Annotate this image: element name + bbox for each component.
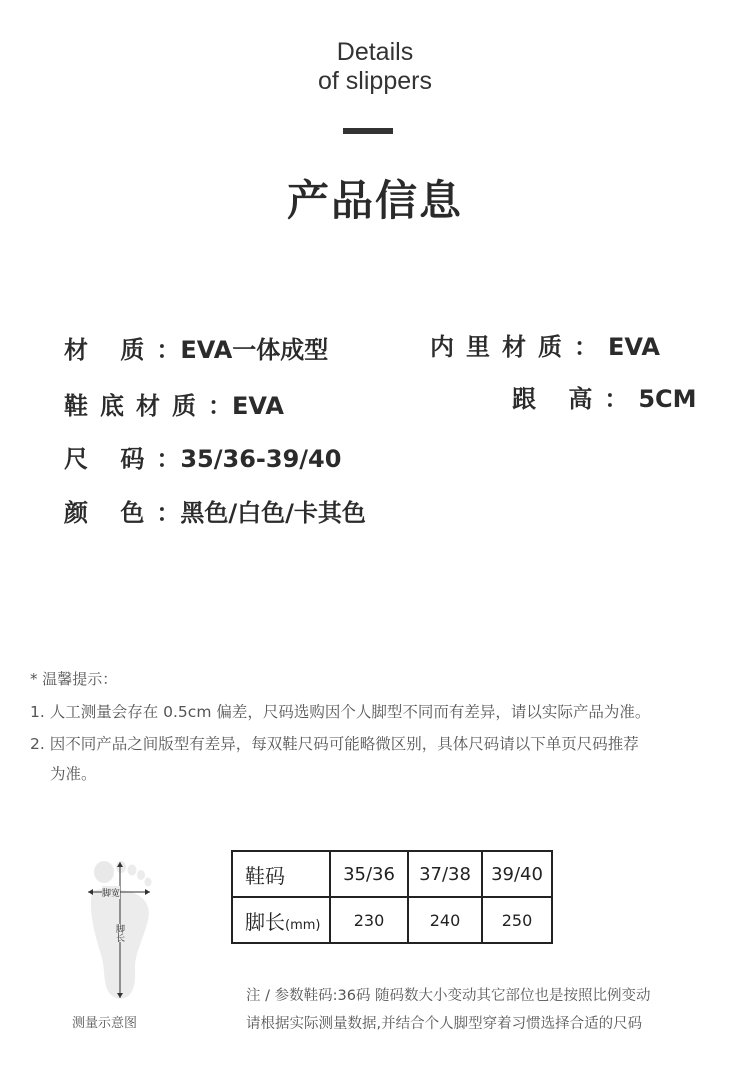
spec-separator: ： xyxy=(604,385,629,413)
english-title-line2: of slippers xyxy=(318,67,432,95)
spec-size-value: 35/36-39/40 xyxy=(180,445,342,473)
foot-length-label: 脚长 xyxy=(114,924,124,942)
tips-heading: * 温馨提示： xyxy=(30,670,118,688)
spec-material-label: 材 质 xyxy=(64,336,157,364)
spec-size-label: 尺 码 xyxy=(64,445,157,473)
spec-material xyxy=(64,330,328,365)
page-title: 产品信息 xyxy=(286,176,463,225)
tip-2: 2. 因不同产品之间版型有差异，每双鞋尺码可能略微区别，具体尺码请以下单页尺码推荐 xyxy=(30,735,639,753)
english-title xyxy=(0,38,750,96)
spec-color xyxy=(64,493,366,528)
spec-color-value: 黑色/白色/卡其色 xyxy=(180,499,366,527)
spec-lining-label: 内里材质 xyxy=(430,333,574,361)
spec-color-label: 颜 色 xyxy=(64,499,157,527)
table-row xyxy=(232,851,552,897)
note-line-2: 请根据实际测量数据,并结合个人脚型穿着习惯选择合适的尺码 xyxy=(246,1016,643,1032)
spec-lining-value: EVA xyxy=(608,333,660,361)
spec-sole xyxy=(64,386,284,421)
spec-separator: ： xyxy=(208,392,232,420)
spec-heel-value: 5CM xyxy=(638,385,697,413)
title-divider xyxy=(343,128,393,134)
note-line-1: 注 / 参数鞋码:36码 随码数大小变动其它部位也是按照比例变动 xyxy=(246,988,651,1004)
length-row-header xyxy=(232,897,330,943)
english-title-line1: Details xyxy=(336,38,414,66)
spec-lining xyxy=(430,327,660,362)
foot-measurement-figure xyxy=(80,858,160,1003)
foot-width-label: 脚宽 xyxy=(102,886,120,899)
length-cell: 230 xyxy=(330,897,408,943)
length-row-unit: (mm) xyxy=(285,917,321,933)
spec-separator: ： xyxy=(574,333,598,361)
spec-material-value: EVA一体成型 xyxy=(180,336,329,364)
size-cell: 39/40 xyxy=(482,851,552,897)
figure-caption: 测量示意图 xyxy=(72,1016,138,1031)
tip-1: 1. 人工测量会存在 0.5cm 偏差，尺码选购因个人脚型不同而有差异，请以实际产品为准。 xyxy=(30,703,651,721)
size-cell: 37/38 xyxy=(408,851,482,897)
spec-heel xyxy=(512,379,697,414)
spec-separator: ： xyxy=(156,336,181,364)
spec-sole-label: 鞋底材质 xyxy=(64,392,208,420)
spec-size xyxy=(64,439,341,474)
size-cell: 35/36 xyxy=(330,851,408,897)
spec-separator: ： xyxy=(156,445,181,473)
spec-separator: ： xyxy=(156,499,181,527)
size-row-label: 鞋码 xyxy=(245,863,285,888)
length-cell: 240 xyxy=(408,897,482,943)
spec-heel-label: 跟 高 xyxy=(512,385,605,413)
table-row xyxy=(232,897,552,943)
spec-sole-value: EVA xyxy=(232,392,284,420)
size-row-header xyxy=(232,851,330,897)
tip-2-continued: 为准。 xyxy=(50,765,97,783)
length-cell: 250 xyxy=(482,897,552,943)
length-row-label: 脚长 xyxy=(245,909,285,934)
size-table xyxy=(231,850,553,944)
